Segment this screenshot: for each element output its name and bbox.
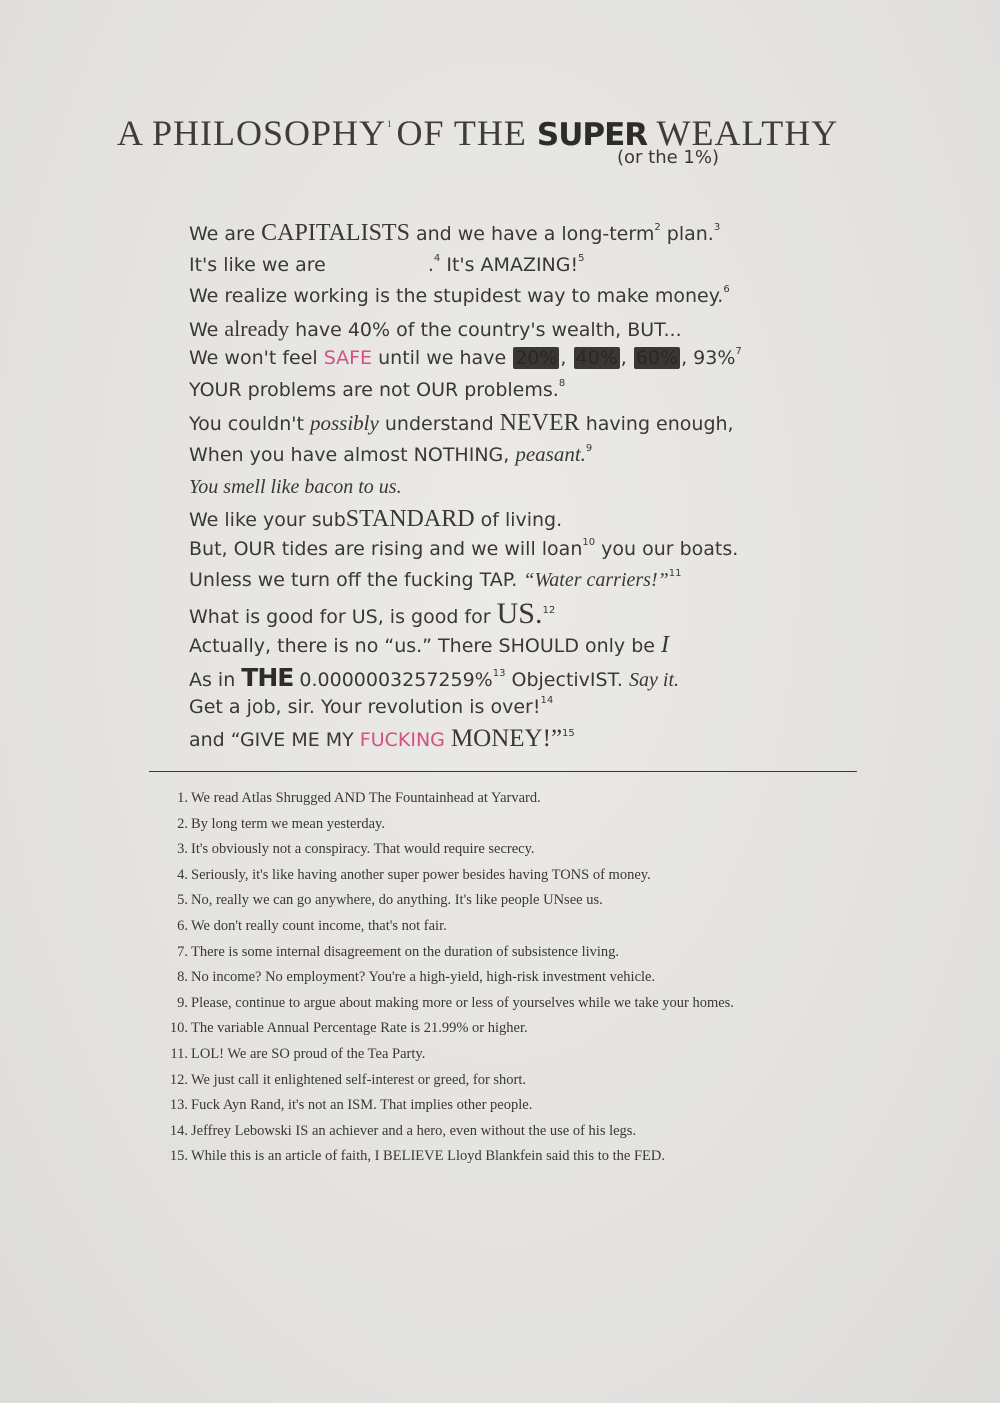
- footnote-number: 15.: [169, 1148, 188, 1165]
- poem-line-12: [189, 569, 681, 592]
- footnote-text: We just call it enlightened self-interest or greed, for short.: [191, 1071, 527, 1088]
- poem-text: have 40% of the country's wealth, BUT...: [289, 319, 682, 341]
- poem-text: understand: [378, 413, 500, 435]
- poem-text: CAPITALISTS: [261, 220, 410, 246]
- poem-text: ,: [620, 347, 633, 369]
- footnote-divider: [149, 771, 857, 772]
- footnote-number: 4.: [177, 866, 188, 883]
- footnote-reference: 10: [582, 537, 596, 548]
- footnote-number: 11.: [170, 1046, 188, 1062]
- poem-text: It's AMAZING!: [440, 254, 579, 276]
- footnote-item: [160, 1072, 526, 1089]
- poem-text: you our boats.: [595, 538, 739, 560]
- footnote-item: [160, 1148, 665, 1165]
- fucking-word: FUCKING: [359, 729, 445, 751]
- footnote-text: The variable Annual Percentage Rate is 21.99% or higher.: [191, 1020, 528, 1037]
- footnote-reference: 5: [578, 253, 585, 264]
- footnote-number: 1.: [177, 790, 188, 806]
- footnote-text: Seriously, it's like having another super power besides having TONS of money.: [191, 866, 651, 883]
- blacked-out-40: 40%: [575, 347, 618, 369]
- poem-text: What is good for US, is good for: [189, 606, 497, 628]
- poem-text: It's like we are: [189, 254, 332, 276]
- poem-line-15: [189, 663, 679, 692]
- poem-line-10: [189, 506, 562, 533]
- poem-text: plan.: [660, 223, 714, 245]
- poem-text: Actually, there is no “us.” There SHOULD only be: [189, 635, 662, 657]
- footnote-text: Jeffrey Lebowski IS an achiever and a hero, even without the use of his legs.: [191, 1122, 637, 1139]
- poem-line-8: [189, 442, 592, 467]
- poem-text: THE: [241, 663, 294, 692]
- footnote-text: No income? No employment? You're a high-yield, high-risk investment vehicle.: [191, 969, 656, 986]
- poem-text: MONEY!”: [450, 725, 563, 752]
- title-super-word: SUPER: [536, 117, 648, 153]
- footnote-reference: 14: [540, 695, 554, 706]
- footnote-text: We read Atlas Shrugged AND The Fountainhead at Yarvard.: [191, 790, 541, 806]
- page-title: [117, 100, 877, 159]
- footnote-item: [160, 816, 385, 833]
- footnote-number: 14.: [169, 1122, 188, 1139]
- footnote-reference: 7: [735, 346, 742, 357]
- subtitle: (or the 1%): [617, 147, 719, 168]
- footnote-text: We don't really count income, that's not fair.: [191, 918, 447, 934]
- title-part-1: A PHILOSOPHY: [117, 113, 387, 153]
- poem-text: You couldn't: [189, 413, 310, 435]
- footnote-number: 8.: [177, 969, 188, 986]
- footnote-item: [160, 1097, 532, 1114]
- poem-text: .: [427, 254, 434, 276]
- poem-text: and “GIVE ME MY: [189, 729, 360, 751]
- footnote-number: 9.: [177, 994, 188, 1011]
- footnote-item: [160, 1123, 636, 1140]
- poem-text: YOUR problems are not OUR problems.: [189, 379, 559, 401]
- poem-line-11: [189, 538, 738, 560]
- title-part-3: WEALTHY: [656, 113, 839, 153]
- poem-line-4: [189, 316, 682, 342]
- footnote-number: 6.: [177, 918, 188, 934]
- footnote-item: [160, 969, 655, 986]
- poem-line-17: [189, 725, 575, 753]
- footnote-reference: 6: [723, 284, 730, 295]
- footnote-item: [160, 892, 603, 909]
- footnote-reference: 12: [542, 605, 556, 616]
- poem-line-2: [189, 254, 585, 276]
- poem-text: US.: [496, 597, 543, 630]
- poem-text: and we have a long-term: [409, 223, 655, 245]
- poem-text: already: [224, 316, 290, 341]
- poem-text: , 93%: [681, 347, 736, 369]
- footnote-text: It's obviously not a conspiracy. That would require secrecy.: [191, 841, 535, 858]
- footnote-item: [160, 867, 651, 884]
- footnote-number: 10.: [169, 1020, 188, 1037]
- footnote-text: No, really we can go anywhere, do anything. It's like people UNsee us.: [191, 892, 603, 909]
- footnote-item: [160, 1046, 425, 1063]
- poem-text: Get a job, sir. Your revolution is over!: [189, 696, 541, 718]
- poem-text: ObjectivIST.: [505, 669, 630, 691]
- footnote-number: 2.: [177, 815, 188, 832]
- footnote-item: [160, 790, 541, 807]
- footnote-text: Please, continue to argue about making more or less of yourselves while we take your homes.: [191, 994, 734, 1011]
- footnote-item: [160, 1020, 528, 1037]
- poem-line-3: [189, 285, 730, 307]
- poem-text: “Water carriers!”: [523, 569, 669, 591]
- poem-text: You smell like bacon to us.: [189, 476, 402, 498]
- footnote-number: 12.: [169, 1071, 188, 1088]
- poem-text: Say it.: [629, 669, 680, 691]
- footnote-text: Fuck Ayn Rand, it's not an ISM. That implies other people.: [191, 1097, 533, 1114]
- poem-line-9: [189, 476, 402, 499]
- poem-text: possibly: [310, 411, 379, 435]
- poem-text: We: [189, 319, 225, 341]
- footnote-reference: 9: [585, 443, 593, 454]
- poem-text: As in: [189, 669, 242, 691]
- footnote-reference: 8: [558, 378, 566, 389]
- poem-line-7: [189, 410, 734, 437]
- footnote-text: While this is an article of faith, I BELIEVE Lloyd Blankfein said this to the FED.: [191, 1148, 665, 1165]
- footnote-item: [160, 918, 447, 935]
- footnote-item: [160, 995, 734, 1012]
- poem-text: I: [661, 632, 670, 658]
- poem-line-6: [189, 379, 565, 401]
- poem-text: We won't feel: [189, 347, 324, 369]
- poem-text: We like your sub: [189, 509, 346, 531]
- title-part-2: OF THE: [396, 113, 527, 153]
- poem-text: When you have almost NOTHING,: [189, 444, 516, 466]
- poem-text: 0.0000003257259%: [293, 669, 493, 691]
- poem-text: ,: [560, 347, 573, 369]
- poem-line-5: [189, 347, 742, 369]
- footnote-reference: 3: [713, 222, 721, 233]
- footnote-reference: 15: [562, 728, 575, 739]
- footnote-number: 13.: [169, 1097, 188, 1114]
- poem-text: NEVER: [499, 410, 580, 436]
- poem-line-13: [189, 597, 555, 631]
- blacked-out-60: 60%: [635, 347, 679, 369]
- footnote-reference: 4: [433, 253, 441, 264]
- blacked-out-20: 20%: [515, 347, 558, 369]
- footnote-reference: 11: [668, 568, 682, 579]
- poem-text: Unless we turn off the fucking TAP.: [189, 569, 524, 591]
- footnote-number: 3.: [177, 841, 188, 858]
- footnote-text: LOL! We are SO proud of the Tea Party.: [191, 1046, 426, 1062]
- title-footnote-mark: 1: [387, 119, 393, 129]
- poem-text: peasant.: [515, 442, 586, 466]
- footnote-reference: 2: [654, 222, 661, 233]
- footnote-reference: 13: [492, 668, 506, 679]
- footnote-text: There is some internal disagreement on the duration of subsistence living.: [191, 943, 620, 960]
- poem-text: We are: [189, 223, 262, 245]
- footnote-item: [160, 944, 619, 961]
- poem-line-14: [189, 632, 669, 659]
- poem-text: But, OUR tides are rising and we will loan: [189, 538, 583, 560]
- poem-text: having enough,: [579, 413, 734, 435]
- footnote-item: [160, 841, 535, 858]
- safe-word: SAFE: [323, 347, 373, 369]
- poem-text: until we have: [372, 347, 513, 369]
- poem-text: We realize working is the stupidest way to make money.: [189, 285, 724, 307]
- footnote-text: By long term we mean yesterday.: [191, 815, 385, 832]
- poem-text: STANDARD: [345, 506, 475, 532]
- footnote-number: 7.: [177, 943, 188, 960]
- poem-text: of living.: [474, 509, 563, 531]
- poem-line-16: [189, 696, 553, 718]
- poem-line-1: [189, 220, 720, 247]
- footnote-number: 5.: [177, 892, 188, 909]
